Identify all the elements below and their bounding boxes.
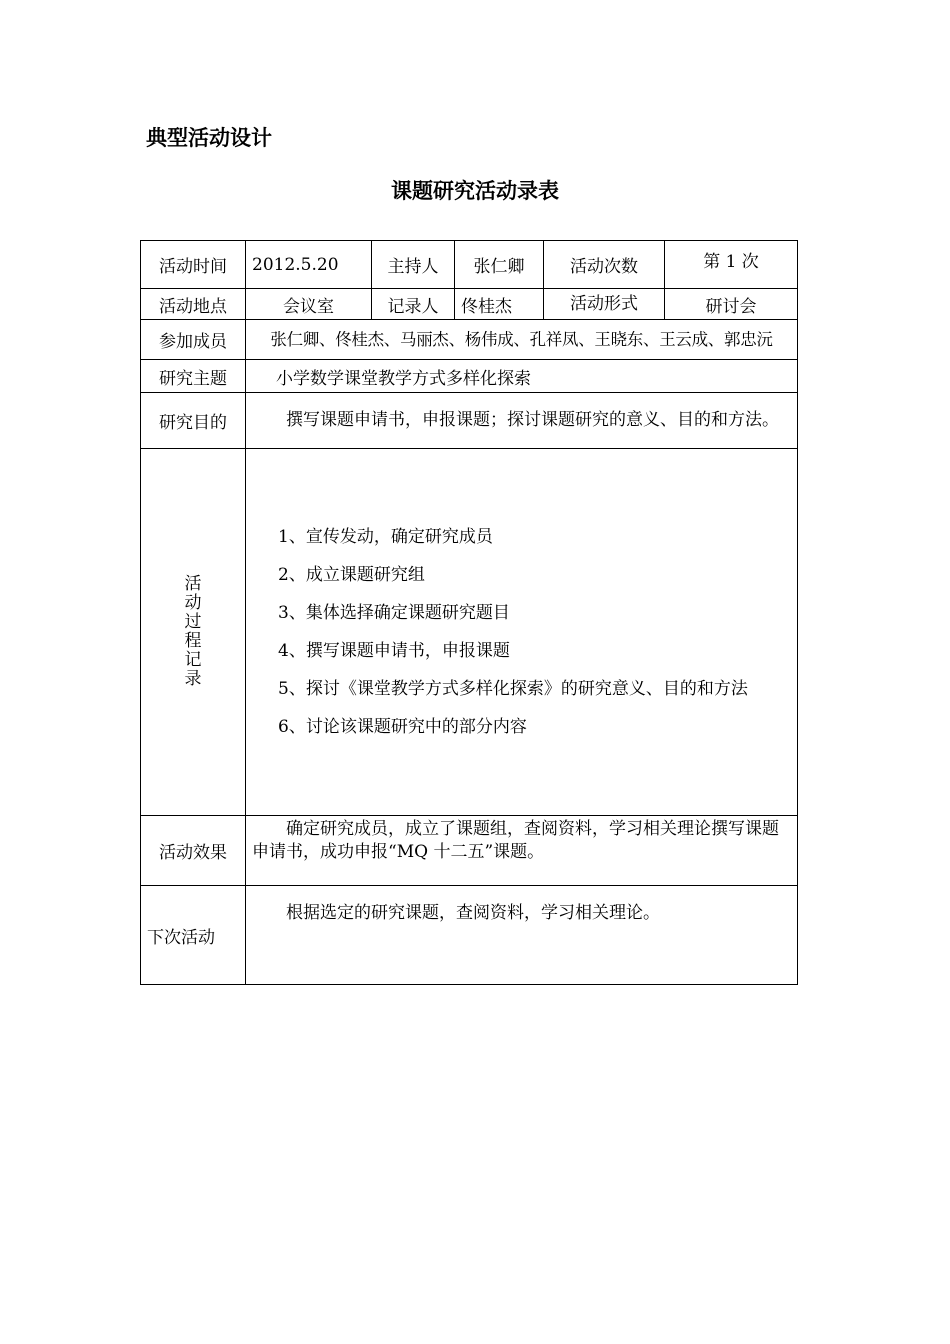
- purpose-label: 研究目的: [141, 393, 246, 449]
- table-row: [141, 360, 798, 393]
- process-label-char: 动: [184, 593, 202, 613]
- recorder-label: 记录人: [372, 289, 455, 320]
- process-label-char: 活: [184, 574, 202, 594]
- topic-label: 研究主题: [141, 360, 246, 393]
- process-label-char: 过: [184, 612, 202, 632]
- members-label: 参加成员: [141, 320, 246, 360]
- host-label: 主持人: [372, 241, 455, 289]
- host-value: 张仁卿: [455, 241, 544, 289]
- list-item: 1、宣传发动，确定研究成员: [278, 527, 493, 547]
- page-title: 课题研究活动录表: [391, 178, 559, 203]
- process-label-char: 录: [184, 669, 202, 689]
- effect-label: 活动效果: [141, 816, 246, 886]
- section-heading: 典型活动设计: [146, 126, 272, 150]
- process-steps-list: [246, 518, 791, 746]
- topic-value: 小学数学课堂教学方式多样化探索: [246, 360, 798, 393]
- activity-count-label: 活动次数: [544, 241, 665, 289]
- list-item: 6、讨论该课题研究中的部分内容: [278, 717, 527, 737]
- list-item: 5、探讨《课堂教学方式多样化探索》的研究意义、目的和方法: [278, 679, 748, 699]
- purpose-value: 撰写课题申请书，申报课题；探讨课题研究的意义、目的和方法。: [246, 393, 798, 449]
- effect-value: 确定研究成员，成立了课题组，查阅资料，学习相关理论撰写课题申请书，成功申报“MQ 十二五”课题。: [246, 816, 798, 886]
- process-content: [246, 449, 798, 816]
- activity-place-value: 会议室: [246, 289, 372, 320]
- process-label-char: 记: [184, 650, 202, 670]
- list-item: 2、成立课题研究组: [278, 565, 425, 585]
- activity-record-table: [140, 240, 798, 985]
- table-row: [141, 886, 798, 985]
- table-row: [141, 816, 798, 886]
- process-label-char: 程: [184, 631, 202, 651]
- table-row: [141, 320, 798, 360]
- activity-time-label: 活动时间: [141, 241, 246, 289]
- activity-form-label: 活动形式: [544, 289, 665, 320]
- next-activity-label: 下次活动: [141, 886, 246, 985]
- table-row: [141, 393, 798, 449]
- activity-form-value: 研讨会: [665, 289, 798, 320]
- list-item: 4、撰写课题申请书，申报课题: [278, 641, 510, 661]
- table-row: [141, 449, 798, 816]
- activity-count-value: 第 1 次: [665, 241, 798, 289]
- table-row: [141, 241, 798, 289]
- process-label: [141, 449, 246, 816]
- recorder-value: 佟桂杰: [455, 289, 544, 320]
- activity-time-value: 2012.5.20: [246, 241, 372, 289]
- activity-place-label: 活动地点: [141, 289, 246, 320]
- members-value: 张仁卿、佟桂杰、马丽杰、杨伟成、孔祥凤、王晓东、王云成、郭忠沅: [246, 320, 798, 360]
- next-activity-value: 根据选定的研究课题，查阅资料，学习相关理论。: [246, 886, 798, 985]
- list-item: 3、集体选择确定课题研究题目: [278, 603, 510, 623]
- table-row: [141, 289, 798, 320]
